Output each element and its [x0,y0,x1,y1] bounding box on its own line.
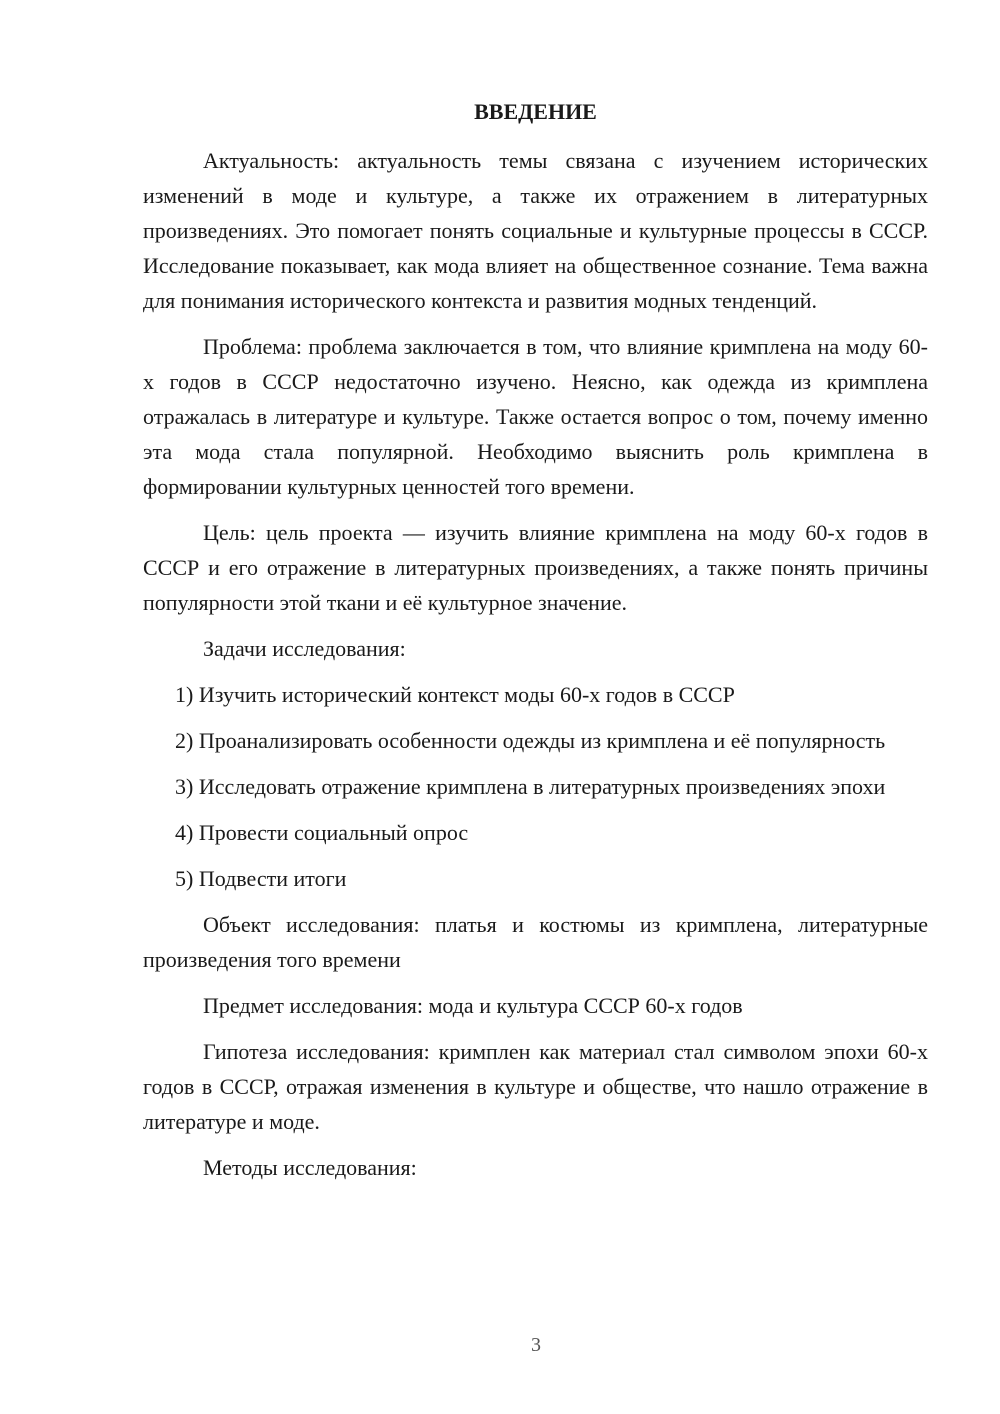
problem-paragraph: Проблема: проблема заключается в том, что влияние кримплена на моду 60-х годов в СССР недостаточно изучено. Неясно, как одежда из кримплена отражалась в литературе и культуре. Также остается вопрос о том, почему именно эта мода стала популярной. Необходимо выяснить роль кримплена в формировании культурных ценностей того времени. [143,334,928,499]
page-number: 3 [531,1334,541,1356]
task-item: 3) Исследовать отражение кримплена в литературных произведениях эпохи [175,774,886,799]
task-item: 2) Проанализировать особенности одежды из кримплена и её популярность [175,728,886,753]
subject-paragraph: Предмет исследования: мода и культура СССР 60-х годов [203,993,743,1018]
object-paragraph: Объект исследования: платья и костюмы из кримплена, литературные произведения того времени [143,912,928,972]
relevance-paragraph: Актуальность: актуальность темы связана с изучением исторических изменений в моде и культуре, а также их отражением в литературных произведениях. Это помогает понять социальные и культурные процессы в СССР. Исследование показывает, как мода влияет на общественное сознание. Тема важна для понимания исторического контекста и развития модных тенденций. [143,148,928,313]
hypothesis-paragraph: Гипотеза исследования: кримплен как материал стал символом эпохи 60-х годов в СССР, отражая изменения в культуре и обществе, что нашло отражение в литературе и моде. [143,1039,928,1134]
methods-heading: Методы исследования: [203,1155,417,1180]
page-content [143,94,928,1196]
task-item: 4) Провести социальный опрос [175,820,469,845]
task-item: 1) Изучить исторический контекст моды 60-х годов в СССР [175,682,735,707]
tasks-heading: Задачи исследования: [203,636,406,661]
section-title: ВВЕДЕНИЕ [474,99,597,124]
task-item: 5) Подвести итоги [175,866,347,891]
goal-paragraph: Цель: цель проекта — изучить влияние кримплена на моду 60-х годов в СССР и его отражение в литературных произведениях, а также понять причины популярности этой ткани и её культурное значение. [143,520,928,615]
